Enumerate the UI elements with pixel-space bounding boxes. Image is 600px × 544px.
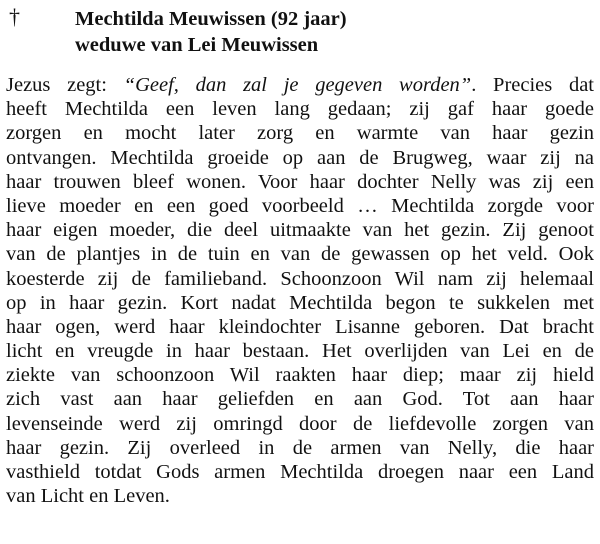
cross-icon: †: [9, 4, 20, 29]
body-line: licht en vreugde in haar bestaan. Het overlijden van Lei en de: [6, 340, 594, 363]
deceased-subtitle: weduwe van Lei Meuwissen: [75, 34, 319, 56]
obituary-body: [6, 73, 594, 508]
body-line: heeft Mechtilda een leven lang gedaan; zij gaf haar goede: [6, 98, 594, 121]
body-line: van de plantjes in de tuin en van de gewassen op het veld. Ook: [6, 243, 594, 266]
body-last-line: van Licht en Leven.: [6, 485, 170, 508]
body-line: zorgen en mocht later zorg en warmte van haar gezin: [6, 122, 594, 145]
body-line: lieve moeder en een goed voorbeeld … Mechtilda zorgde voor: [6, 194, 594, 217]
body-line: haar ogen, werd haar kleindochter Lisanne geboren. Dat bracht: [6, 315, 594, 338]
body-line: [6, 73, 594, 97]
obituary-header: [75, 6, 347, 58]
body-line: haar trouwen bleef wonen. Voor haar dochter Nelly was zij een: [6, 170, 594, 193]
body-line1-rest: . Precies dat: [471, 74, 594, 96]
body-line: haar eigen moeder, die deel uitmaakte van het gezin. Zij genoot: [6, 219, 594, 242]
body-intro: Jezus zegt:: [6, 74, 124, 96]
body-line: ziekte van schoonzoon Wil raakten haar diep; maar zij hield: [6, 364, 594, 387]
body-line: vasthield totdat Gods armen Mechtilda droegen naar een Land: [6, 461, 594, 483]
body-line: zich vast aan haar geliefden en aan God. Tot aan haar: [6, 388, 594, 411]
body-line: ontvangen. Mechtilda groeide op aan de Brugweg, waar zij na: [6, 146, 594, 169]
body-line: levenseinde werd zij omringd door de liefdevolle zorgen van: [6, 412, 594, 435]
body-line: op in haar gezin. Kort nadat Mechtilda begon te sukkelen met: [6, 291, 594, 314]
deceased-name: Mechtilda Meuwissen (92 jaar): [75, 8, 347, 30]
body-quote: “Geef, dan zal je gegeven worden”: [123, 74, 472, 96]
body-line: koesterde zij de familieband. Schoonzoon Wil nam zij helemaal: [6, 267, 594, 290]
body-line: haar gezin. Zij overleed in de armen van Nelly, die haar: [6, 436, 594, 459]
